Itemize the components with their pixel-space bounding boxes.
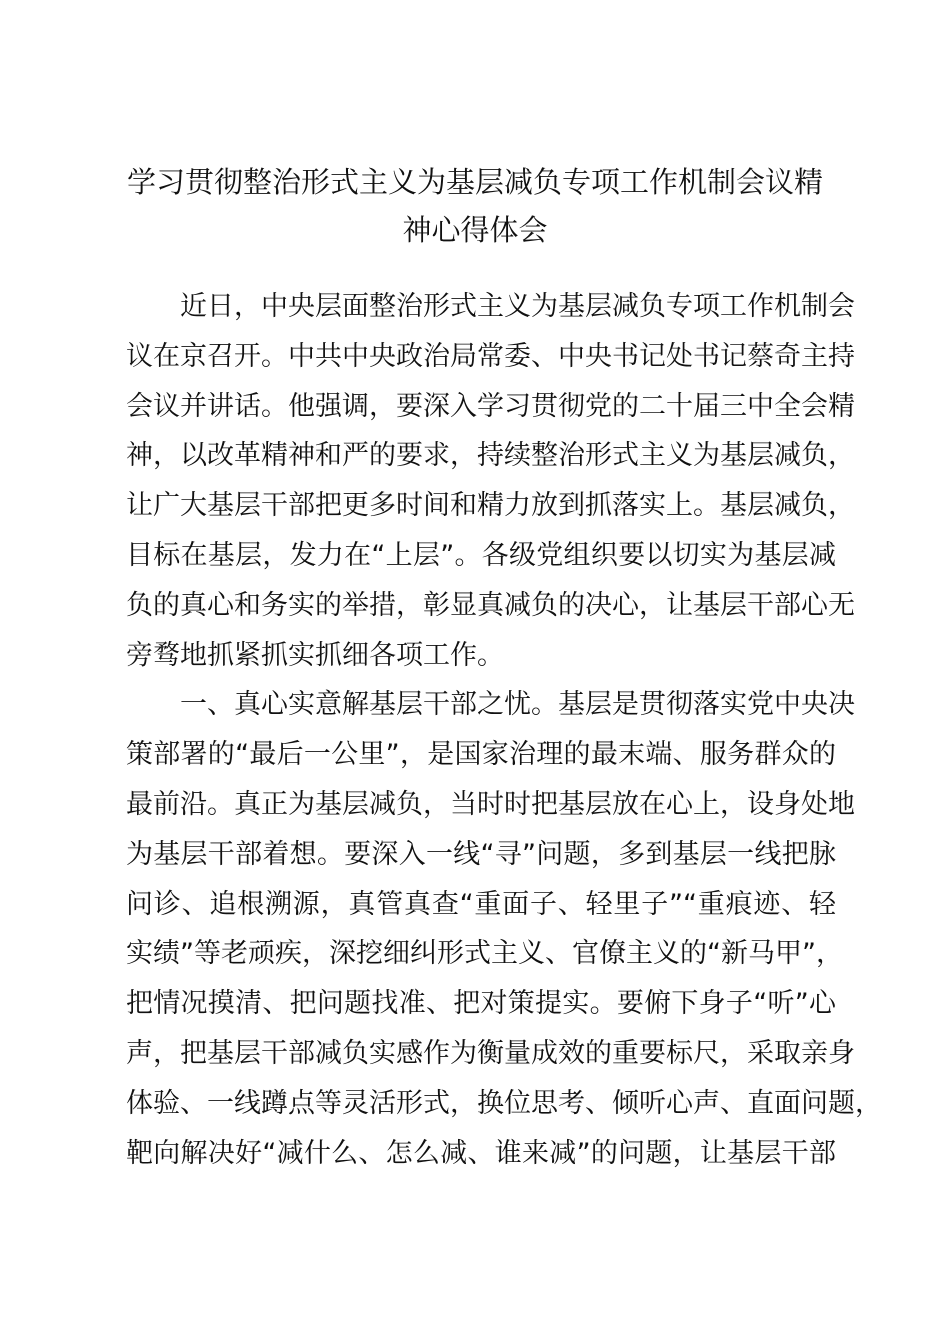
document-title xyxy=(110,158,840,254)
title-line-2: 神心得体会 xyxy=(402,213,548,247)
text-line: 问诊、追根溯源，真管真查“重面子、轻里子”“重痕迹、轻 xyxy=(126,888,836,920)
text-line: 靶向解决好“减什么、怎么减、谁来减”的问题，让基层干部 xyxy=(126,1137,836,1169)
text-line: 旁骛地抓紧抓实抓细各项工作。 xyxy=(126,639,504,671)
text-line: 实绩”等老顽疾，深挖细纠形式主义、官僚主义的“新马甲”， xyxy=(126,938,843,970)
text-line: 把情况摸清、把问题找准、把对策提实。要俯下身子“听”心 xyxy=(126,988,836,1020)
text-line: 一、真心实意解基层干部之忧。基层是贯彻落实党中央决 xyxy=(180,689,855,721)
document-body xyxy=(126,282,882,1178)
text-line: 会议并讲话。他强调，要深入学习贯彻党的二十届三中全会精 xyxy=(126,390,855,422)
text-line: 神，以改革精神和严的要求，持续整治形式主义为基层减负， xyxy=(126,440,855,472)
text-line: 近日，中央层面整治形式主义为基层减负专项工作机制会 xyxy=(180,291,855,322)
text-line: 负的真心和务实的举措，彰显真减负的决心，让基层干部心无 xyxy=(126,589,855,621)
text-line: 策部署的“最后一公里”，是国家治理的最末端、服务群众的 xyxy=(126,739,836,771)
text-line: 最前沿。真正为基层减负，当时时把基层放在心上，设身处地 xyxy=(126,788,855,820)
text-line: 声，把基层干部减负实感作为衡量成效的重要标尺，采取亲身 xyxy=(126,1037,855,1069)
text-line: 目标在基层，发力在“上层”。各级党组织要以切实为基层减 xyxy=(126,539,836,571)
paragraph-2 xyxy=(126,680,882,1178)
text-line: 为基层干部着想。要深入一线“寻”问题，多到基层一线把脉 xyxy=(126,838,836,870)
title-line-1: 学习贯彻整治形式主义为基层减负专项工作机制会议精 xyxy=(126,165,823,199)
text-line: 体验、一线蹲点等灵活形式，换位思考、倾听心声、直面问题， xyxy=(126,1087,882,1119)
text-line: 让广大基层干部把更多时间和精力放到抓落实上。基层减负， xyxy=(126,490,855,522)
text-line: 议在京召开。中共中央政治局常委、中央书记处书记蔡奇主持 xyxy=(126,340,855,372)
paragraph-1 xyxy=(126,282,855,680)
